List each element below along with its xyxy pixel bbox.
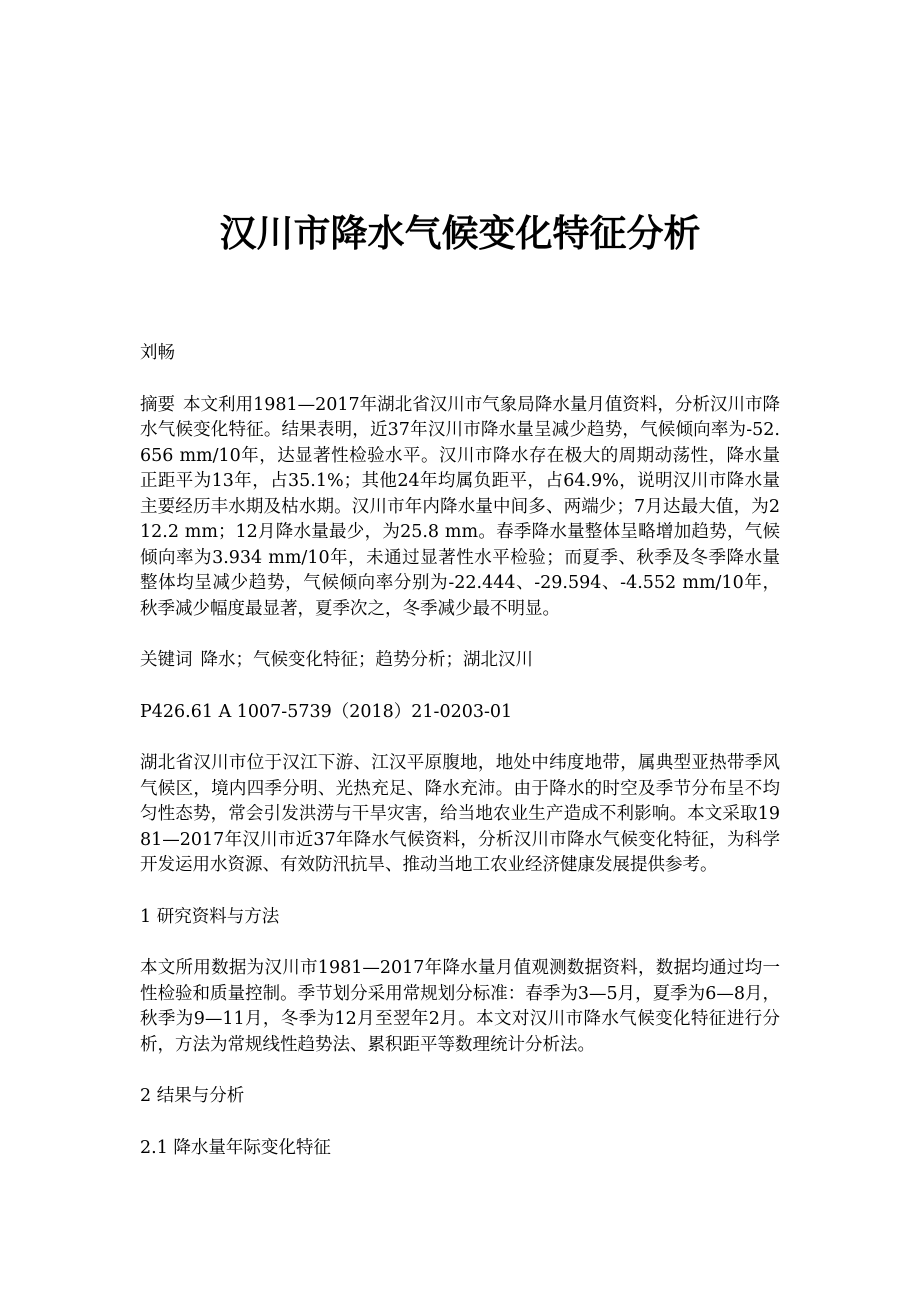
section-2-1-heading: 2.1 降水量年际变化特征 xyxy=(140,1137,331,1158)
abstract-text: 本文利用1981—2017年湖北省汉川市气象局降水量月值资料，分析汉川市降水气候变化特征。结果表明，近37年汉川市降水量呈减少趋势，气候倾向率为-52.656 mm/10年，达显著性检验水平。汉川市降水存在极大的周期动荡性，降水量正距平为13年，占35.1%；其他24年均属负距平，占64.9%，说明汉川市降水量主要经历丰水期及枯水期。汉川市年内降水量中间多、两端少；7月达最大值，为212.2 mm；12月降水量最少，为25.8 mm。春季降水量整体呈略增加趋势，气候倾向率为3.934 mm/10年，未通过显著性水平检验；而夏季、秋季及冬季降水量整体均呈减少趋势，气候倾向率分别为-22.444、-29.594、-4.552 mm/10年，秋季减少幅度最显著，夏季次之，冬季减少最不明显。 xyxy=(140,394,780,619)
paper-title: 汉川市降水气候变化特征分析 xyxy=(219,210,701,255)
classification-code: P426.61 A 1007-5739（2018）21-0203-01 xyxy=(140,701,513,722)
author-name: 刘畅 xyxy=(140,343,175,363)
keywords xyxy=(140,648,780,674)
keywords-text: 降水；气候变化特征；趋势分析；湖北汉川 xyxy=(200,650,533,670)
section-1-heading: 1 研究资料与方法 xyxy=(140,906,280,927)
section-2-heading: 2 结果与分析 xyxy=(140,1086,245,1106)
abstract xyxy=(140,393,780,623)
keywords-label: 关键词 xyxy=(140,650,193,670)
paper-body xyxy=(140,341,780,1161)
intro-paragraph: 湖北省汉川市位于汉江下游、江汉平原腹地，地处中纬度地带，属典型亚热带季风气候区，境内四季分明、光热充足、降水充沛。由于降水的时空及季节分布呈不均匀性态势，常会引发洪涝与干旱灾害，给当地农业生产造成不利影响。本文采取1981—2017年汉川市近37年降水气候资料，分析汉川市降水气候变化特征，为科学开发运用水资源、有效防汛抗旱、推动当地工农业经济健康发展提供参考。 xyxy=(140,753,780,875)
abstract-label: 摘要 xyxy=(140,394,176,415)
section-1-body: 本文所用数据为汉川市1981—2017年降水量月值观测数据资料，数据均通过均一性检验和质量控制。季节划分采用常规划分标准：春季为3—5月，夏季为6—8月，秋季为9—11月，冬季为12月至翌年2月。本文对汉川市降水气候变化特征进行分析，方法为常规线性趋势法、累积距平等数理统计分析法。 xyxy=(140,958,780,1055)
